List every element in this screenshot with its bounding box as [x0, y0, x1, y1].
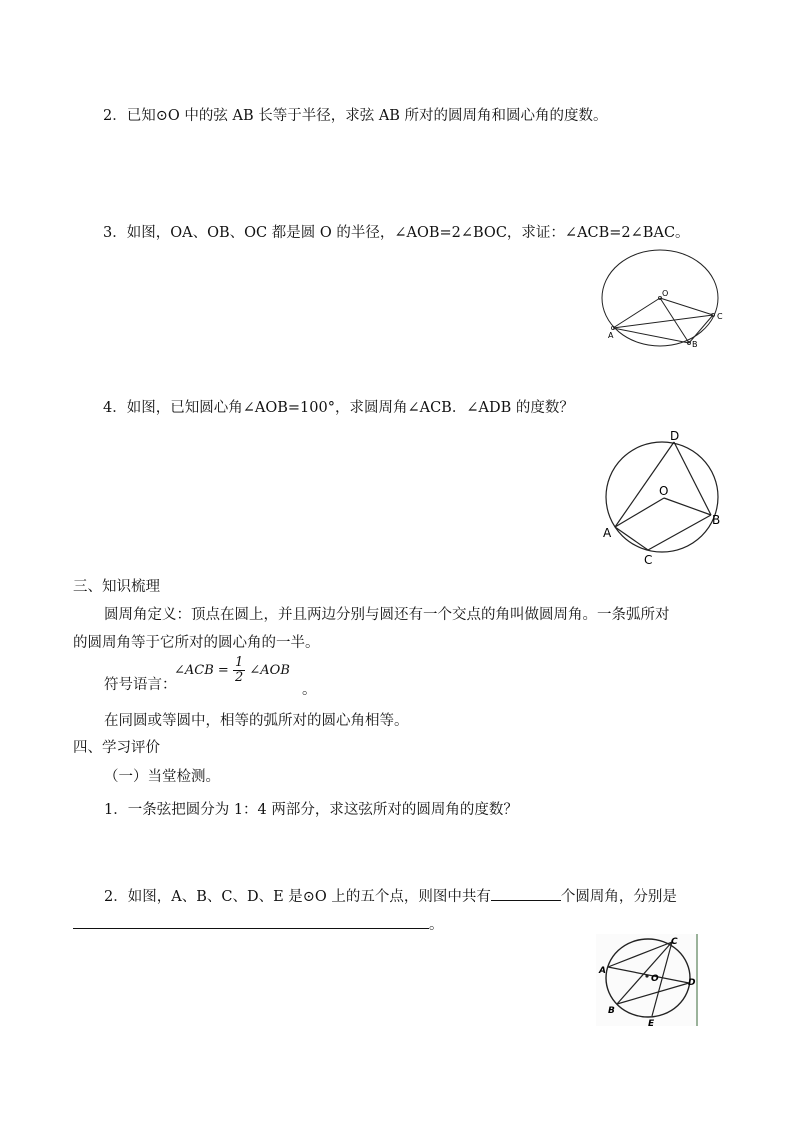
label-c: C [671, 937, 678, 947]
formula-right: ∠AOB [249, 663, 290, 678]
question-4: 4．如图，已知圆心角∠AOB=100°，求圆周角∠ACB．∠ADB 的度数？ [103, 400, 574, 416]
label-c: C [717, 312, 723, 321]
test-question-2 [104, 886, 677, 907]
figure-q4-circle-diagram [598, 427, 728, 567]
label-e: E [648, 1019, 655, 1029]
figure-q3-circle-diagram [598, 248, 728, 358]
formula-numerator: 1 [234, 655, 244, 670]
definition-line-1: 圆周角定义：顶点在圆上，并且两边分别与圆还有一个交点的角叫做圆周角。一条弧所对 [104, 607, 670, 623]
segment-bc [689, 315, 713, 343]
formula-left: ∠ACB = [174, 663, 229, 678]
label-c: C [644, 553, 653, 567]
figure-test-2-circle-diagram [596, 934, 706, 1029]
test-question-2-line-2 [73, 914, 444, 935]
formula-fraction [233, 656, 245, 685]
label-o: O [662, 289, 669, 298]
answer-blank-count[interactable] [491, 886, 561, 901]
label-b: B [692, 340, 698, 349]
segment-oa [615, 498, 664, 527]
section-3-title: 三、知识梳理 [73, 579, 160, 595]
label-o: O [651, 974, 659, 984]
test-question-1: 1．一条弦把圆分为 1：4 两部分，求这弦所对的圆周角的度数？ [104, 802, 518, 818]
test-question-2-text-a: 2．如图，A、B、C、D、E 是⊙O 上的五个点，则图中共有 [104, 889, 491, 905]
label-a: A [603, 526, 612, 540]
question-3: 3．如图，OA、OB、OC 都是圆 O 的半径，∠AOB=2∠BOC，求证：∠ACB=2∠BAC。 [103, 225, 690, 241]
symbol-end: 。 [302, 682, 317, 698]
label-d: D [670, 429, 680, 443]
definition-line-2: 的圆周角等于它所对的圆心角的一半。 [73, 635, 320, 651]
question-2: 2．已知⊙O 中的弦 AB 长等于半径，求弦 AB 所对的圆周角和圆心角的度数。 [103, 108, 608, 124]
segment-bc [648, 515, 711, 550]
test-question-2-end: 。 [429, 917, 444, 933]
label-b: B [712, 513, 721, 527]
label-a: A [599, 966, 606, 976]
formula [174, 656, 290, 685]
segment-ac [613, 315, 713, 328]
symbol-label: 符号语言： [104, 677, 177, 693]
label-b: B [608, 1006, 615, 1016]
segment-oa [613, 298, 660, 328]
formula-denominator: 2 [234, 670, 244, 685]
symbol-language-row [104, 675, 177, 695]
subsection-1-title: （一）当堂检测。 [104, 769, 220, 785]
arc-statement: 在同圆或等圆中，相等的弧所对的圆心角相等。 [104, 713, 409, 729]
answer-blank-list[interactable] [73, 914, 429, 929]
label-o: O [659, 484, 669, 498]
test-question-2-text-b: 个圆周角，分别是 [560, 889, 677, 905]
segment-oc [660, 298, 713, 315]
segment-ac [615, 527, 648, 550]
label-a: A [608, 331, 614, 340]
section-4-title: 四、学习评价 [73, 740, 160, 756]
label-d: D [688, 978, 696, 988]
